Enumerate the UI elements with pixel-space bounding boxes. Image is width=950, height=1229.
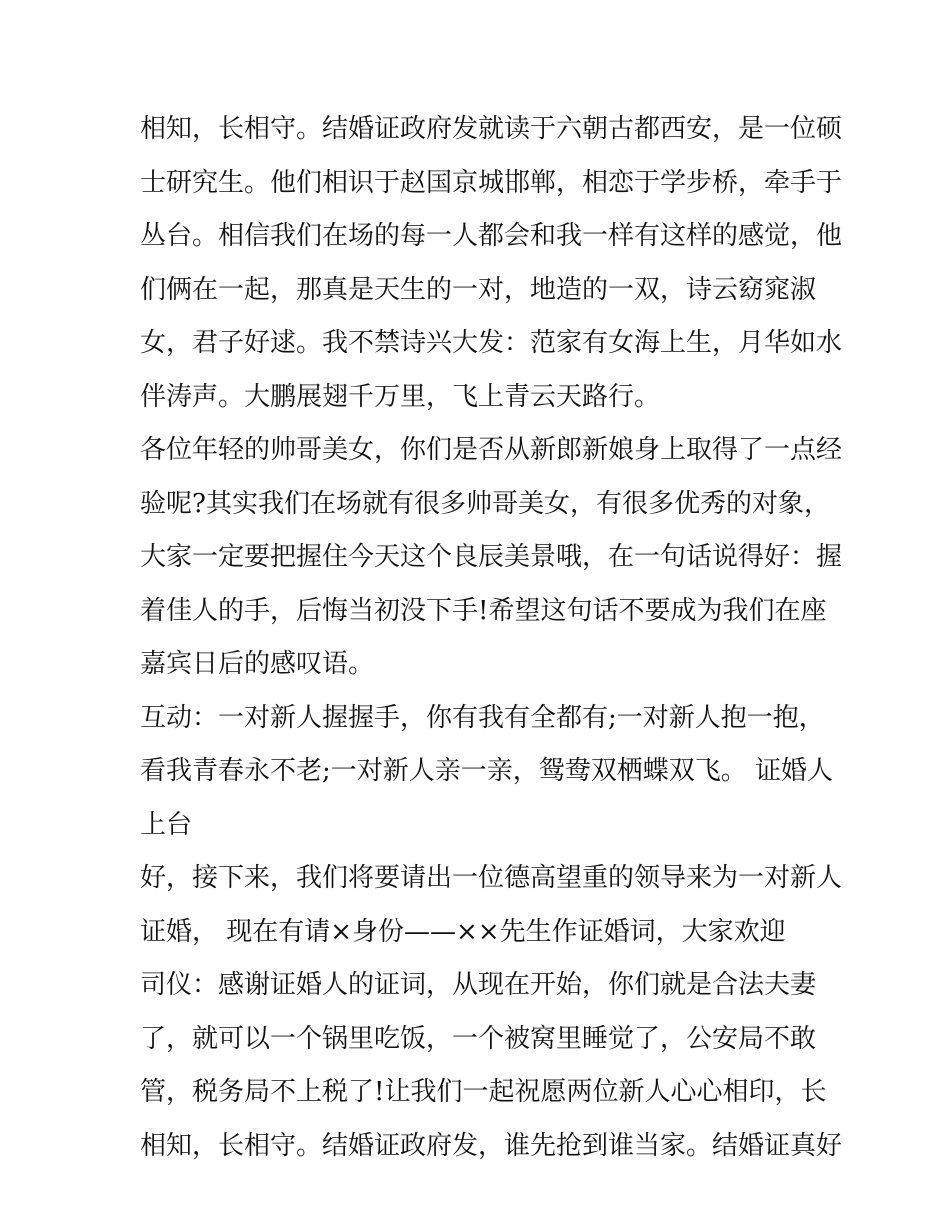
text-line: 管，税务局不上税了!让我们一起祝愿两位新人心心相印，长 <box>140 1077 827 1107</box>
text-line: 相知，长相守。结婚证政府发就读于六朝古都西安，是一位硕 <box>140 114 843 144</box>
text-line: 看我青春永不老;一对新人亲一亲，鸳鸯双栖蝶双飞。 证婚人 <box>140 756 834 786</box>
text-line: 好，接下来，我们将要请出一位德高望重的领导来为一对新人 <box>140 863 843 893</box>
text-line: 了，就可以一个锅里吃饭，一个被窝里睡觉了，公安局不敢 <box>140 1023 817 1054</box>
text-line: 大家一定要把握住今天这个良辰美景哦，在一句话说得好：握 <box>140 542 843 572</box>
text-line: 证婚， 现在有请×身份——××先生作证婚词，大家欢迎 <box>140 916 786 947</box>
document-body <box>140 103 843 1173</box>
text-line: 丛台。相信我们在场的每一人都会和我一样有这样的感觉，他 <box>140 221 843 251</box>
text-line: 上台 <box>140 809 193 840</box>
text-line: 相知，长相守。结婚证政府发，谁先抢到谁当家。结婚证真好 <box>140 1130 843 1161</box>
text-line: 互动：一对新人握握手，你有我有全都有;一对新人抱一抱， <box>140 702 825 733</box>
text-line: 各位年轻的帅哥美女，你们是否从新郎新娘身上取得了一点经 <box>140 435 843 465</box>
text-line: 嘉宾日后的感叹语。 <box>140 649 375 679</box>
text-line: 们俩在一起，那真是天生的一对，地造的一双，诗云窈窕淑 <box>140 274 817 305</box>
text-line: 士研究生。他们相识于赵国京城邯郸，相恋于学步桥，牵手于 <box>140 167 843 198</box>
text-line: 着佳人的手，后悔当初没下手!希望这句话不要成为我们在座 <box>140 595 827 626</box>
text-line: 女，君子好逑。我不禁诗兴大发：范家有女海上生，月华如水 <box>140 328 843 358</box>
text-line: 司仪：感谢证婚人的证词，从现在开始，你们就是合法夫妻 <box>140 970 817 1000</box>
text-line: 验呢?其实我们在场就有很多帅哥美女，有很多优秀的对象， <box>140 488 830 519</box>
text-line: 伴涛声。大鹏展翅千万里，飞上青云天路行。 <box>140 381 661 412</box>
